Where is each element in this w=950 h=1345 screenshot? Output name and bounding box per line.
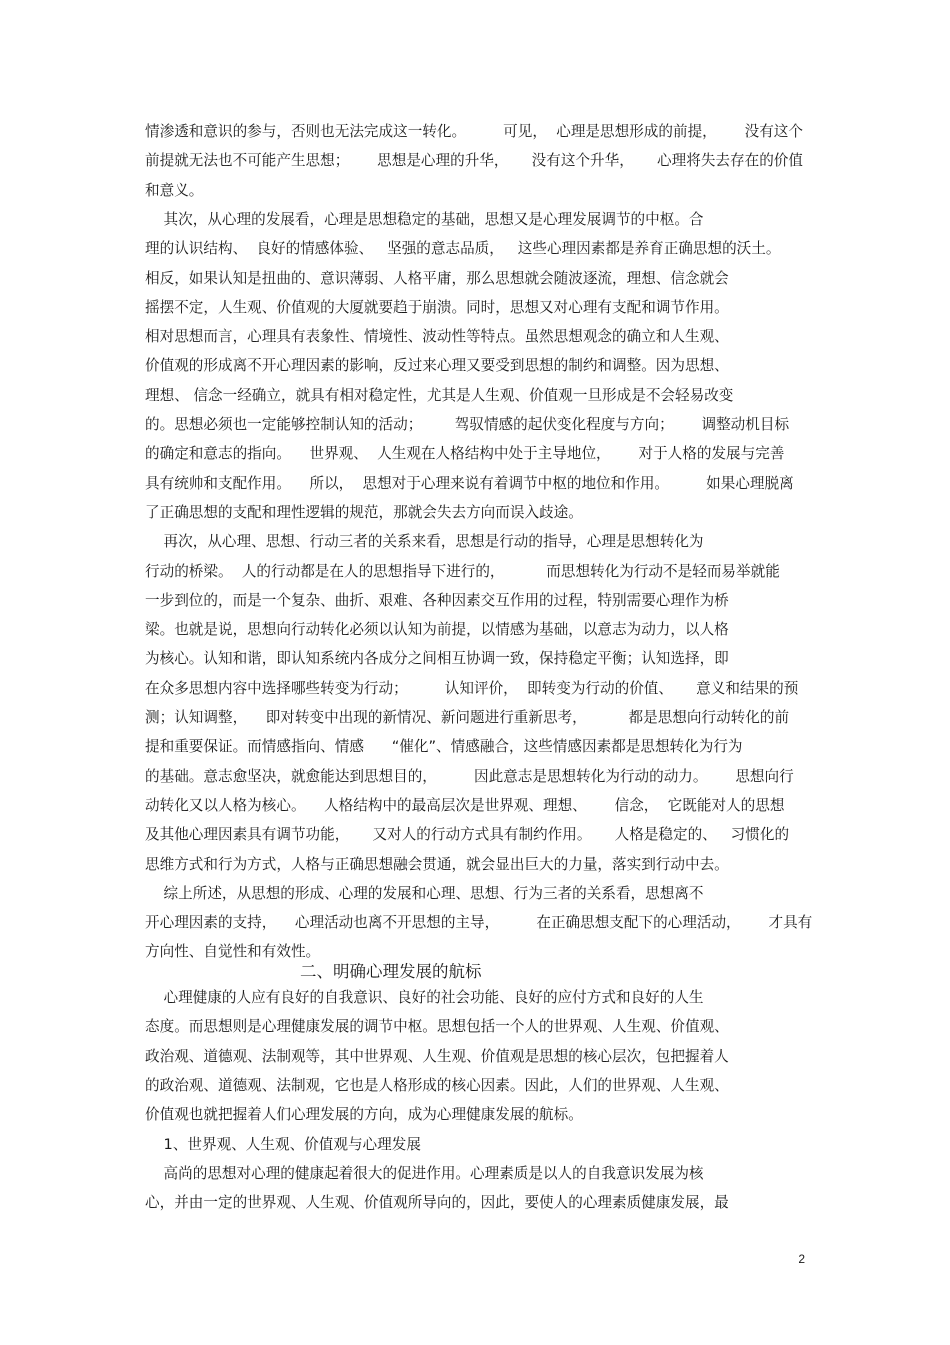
section-heading: 二、明确心理发展的航标 [300,962,482,981]
text-line: 梁。也就是说，思想向行动转化必须以认知为前提，以情感为基础，以意志为动力，以人格 [145,621,729,639]
text-line: 综上所述，从思想的形成、心理的发展和心理、思想、行为三者的关系看，思想离不 [145,884,704,902]
text-line: 心理健康的人应有良好的自我意识、良好的社会功能、良好的应付方式和良好的人生 [145,989,704,1006]
text-line: 在众多思想内容中选择哪些转变为行动； 认知评价， 即转变为行动的价值、 意义和结果的预 [145,679,799,697]
text-line: 相对思想而言，心理具有表象性、情境性、波动性等特点。虽然思想观念的确立和人生观、 [145,328,729,346]
text-line: 摇摆不定，人生观、价值观的大厦就要趋于崩溃。同时，思想又对心理有支配和调节作用。 [145,298,729,316]
text-line: 再次，从心理、思想、行动三者的关系来看，思想是行动的指导，心理是思想转化为 [145,533,704,551]
text-line: 心，并由一定的世界观、人生观、价值观所导向的，因此，要使人的心理素质健康发展，最 [145,1194,729,1212]
text-line: 的基础。意志愈坚决，就愈能达到思想目的， 因此意志是思想转化为行动的动力。 思想向行 [145,767,794,785]
text-line: 为核心。认知和谐，即认知系统内各成分之间相互协调一致，保持稳定平衡；认知选择，即 [145,650,729,668]
text-line: 思维方式和行为方式，人格与正确思想融会贯通，就会显出巨大的力量，落实到行动中去。 [145,855,729,873]
text-line: 价值观的形成离不开心理因素的影响，反过来心理又要受到思想的制约和调整。因为思想、 [145,357,729,375]
text-line: 的政治观、道德观、法制观，它也是人格形成的核心因素。因此，人们的世界观、人生观、 [145,1076,729,1094]
text-line: 行动的桥梁。 人的行动都是在人的思想指导下进行的， 而思想转化为行动不是轻而易举就能 [145,562,780,580]
text-line: 了正确思想的支配和理性逻辑的规范，那就会失去方向而误入歧途。 [145,503,583,521]
text-line: 理想、 信念一经确立，就具有相对稳定性，尤其是人生观、价值观一旦形成是不会轻易改变 [145,386,734,404]
text-line: 的确定和意志的指向。 世界观、 人生观在人格结构中处于主导地位， 对于人格的发展与完善 [145,445,785,463]
text-line: 相反，如果认知是扭曲的、意识薄弱、人格平庸，那么思想就会随波逐流，理想、信念就会 [145,269,729,287]
text-line: 态度。而思想则是心理健康发展的调节中枢。思想包括一个人的世界观、人生观、价值观、 [145,1018,729,1036]
text-line: 的。思想必须也一定能够控制认知的活动； 驾驭情感的起伏变化程度与方向； 调整动机目标 [145,416,790,433]
text-line: 及其他心理因素具有调节功能， 又对人的行动方式具有制约作用。 人格是稳定的、 习惯化的 [145,826,790,844]
text-line: 政治观、道德观、法制观等，其中世界观、人生观、价值观是思想的核心层次，包把握着人 [145,1047,729,1065]
text-line: 提和重要保证。而情感指向、情感 “催化”、情感融合，这些情感因素都是思想转化为行为 [145,738,743,756]
text-line: 其次，从心理的发展看，心理是思想稳定的基础，思想又是心理发展调节的中枢。合 [145,210,704,228]
text-line: 价值观也就把握着人们心理发展的方向，成为心理健康发展的航标。 [145,1106,583,1124]
text-line: 方向性、自觉性和有效性。 [145,943,321,961]
text-line: 具有统帅和支配作用。 所以， 思想对于心理来说有着调节中枢的地位和作用。 如果心理脱离 [145,474,794,492]
text-line: 动转化又以人格为核心。 人格结构中的最高层次是世界观、理想、 信念， 它既能对人的思想 [145,796,785,814]
text-line: 高尚的思想对心理的健康起着很大的促进作用。心理素质是以人的自我意识发展为核 [145,1164,704,1182]
text-line: 1、世界观、人生观、价值观与心理发展 [145,1135,421,1153]
page-number: 2 [798,1252,805,1266]
text-line: 和意义。 [145,181,204,199]
text-line: 一步到位的，而是一个复杂、曲折、艰难、各种因素交互作用的过程，特别需要心理作为桥 [145,591,729,609]
text-line: 情渗透和意识的参与，否则也无法完成这一转化。 可见， 心理是思想形成的前提， 没有这个 [145,123,803,140]
text-line: 开心理因素的支持， 心理活动也离不开思想的主导， 在正确思想支配下的心理活动， 才具有 [145,914,813,932]
text-line: 理的认识结构、 良好的情感体验、 坚强的意志品质， 这些心理因素都是养育正确思想的沃土。 [145,240,781,258]
text-line: 测；认知调整， 即对转变中出现的新情况、新问题进行重新思考， 都是思想向行动转化的前 [145,709,790,726]
text-line: 前提就无法也不可能产生思想； 思想是心理的升华， 没有这个升华， 心理将失去存在的价值 [145,152,803,170]
